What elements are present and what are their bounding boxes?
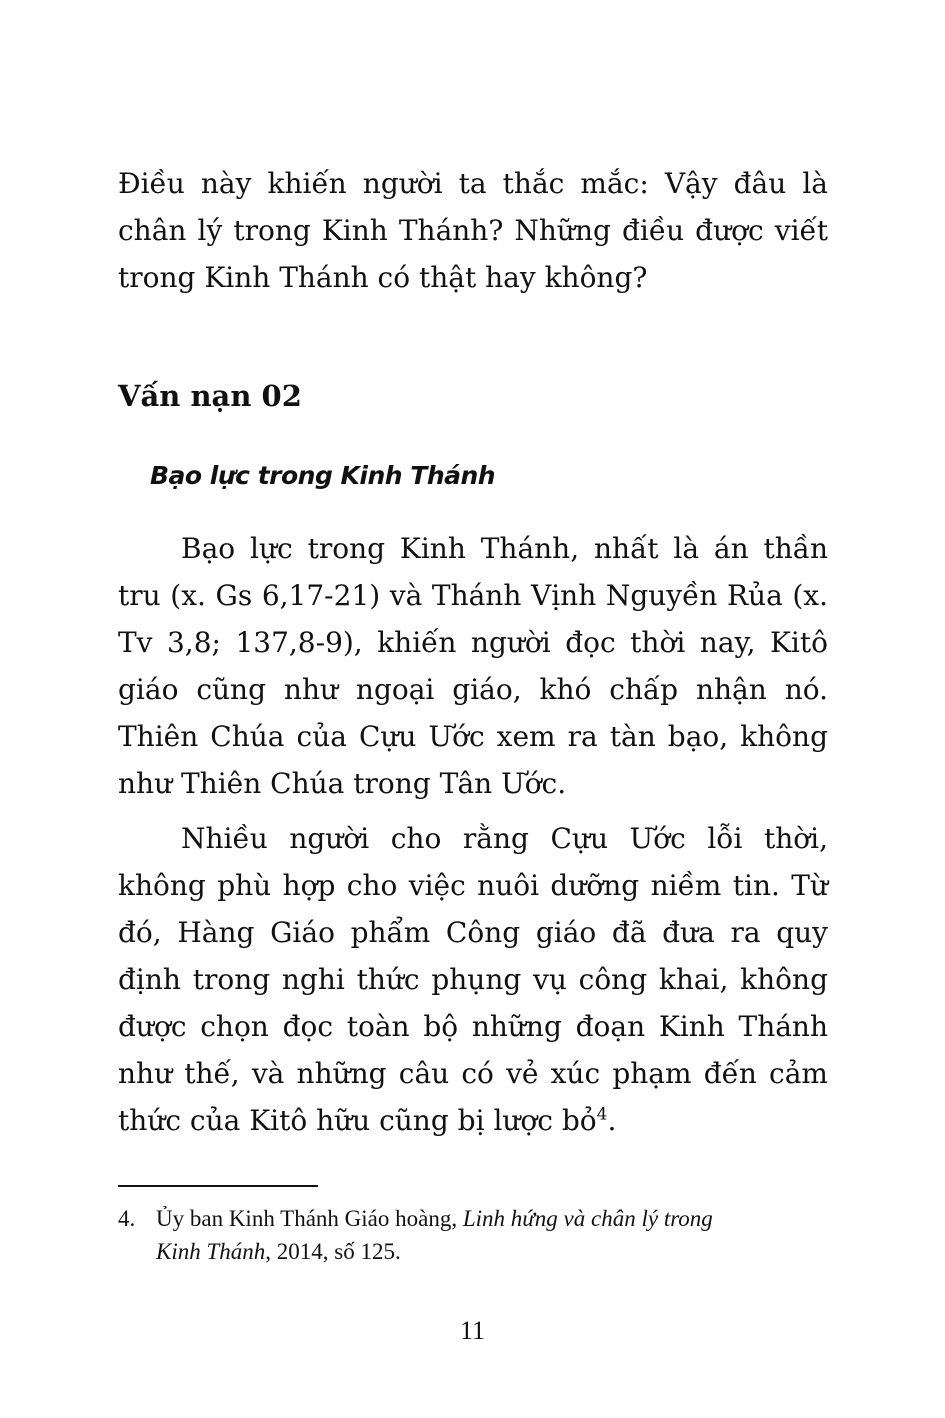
footnote: [118, 1202, 828, 1268]
footnote-divider: [118, 1185, 318, 1187]
body-paragraph-2-text: Nhiều người cho rằng Cựu Ước lỗi thời, không phù hợp cho việc nuôi dưỡng niềm tin. Từ đó, Hàng Giáo phẩm Công giáo đã đưa ra quy định trong nghi thức phụng vụ công khai, không được chọn đọc toàn bộ những đoạn Kinh Thánh như thế, và những câu có vẻ xúc phạm đến cảm thức của Kitô hữu cũng bị lược bỏ: [118, 822, 828, 1137]
footnote-line-2: [118, 1235, 828, 1268]
section-subtitle: Bạo lực trong Kinh Thánh: [150, 461, 496, 490]
footnote-title-part-2: Kinh Thánh: [156, 1239, 266, 1264]
body-paragraph-1: Bạo lực trong Kinh Thánh, nhất là án thần tru (x. Gs 6,17-21) và Thánh Vịnh Nguyền Rủa (x. Tv 3,8; 137,8-9), khiến người đọc thời nay, Kitô giáo cũng như ngoại giáo, khó chấp nhận nó. Thiên Chúa của Cựu Ước xem ra tàn bạo, không như Thiên Chúa trong Tân Ước.: [118, 532, 828, 800]
footnote-number: 4.: [118, 1206, 136, 1231]
footnote-reference[interactable]: 4: [596, 1104, 608, 1125]
body-paragraph-2-end: .: [607, 1104, 617, 1137]
intro-paragraph: Điều này khiến người ta thắc mắc: Vậy đâu là chân lý trong Kinh Thánh? Những điều được viết trong Kinh Thánh có thật hay không?: [118, 167, 828, 294]
page-number: 11: [459, 1316, 486, 1345]
footnote-details: , 2014, số 125.: [265, 1239, 401, 1264]
footnote-author: Ủy ban Kinh Thánh Giáo hoàng,: [156, 1206, 463, 1231]
body-paragraph-2: [118, 815, 828, 1144]
section-title: Vấn nạn 02: [118, 379, 302, 413]
footnote-title-part-1: Linh hứng và chân lý trong: [462, 1206, 713, 1231]
footnote-line-1: [118, 1202, 828, 1235]
